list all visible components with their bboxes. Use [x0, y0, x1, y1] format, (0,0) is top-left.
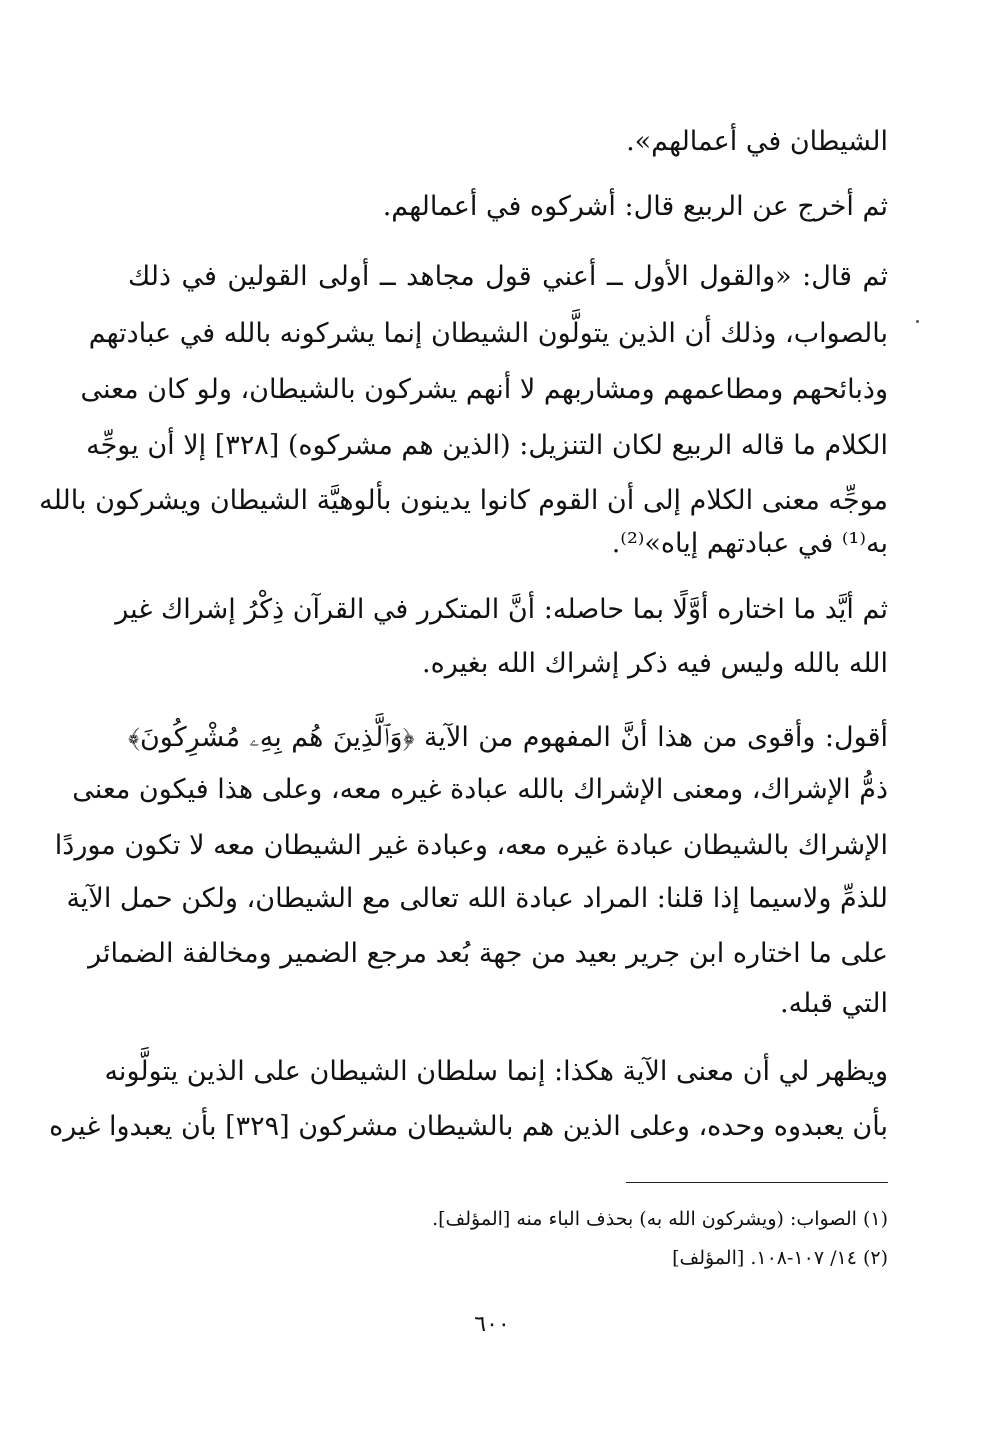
- text-line: ثم أيَّد ما اختاره أوَّلًا بما حاصله: أنَّ المتكرر في القرآن ذِكْرُ إشراك غير: [115, 594, 888, 625]
- text-line: بالصواب، وذلك أن الذين يتولَّون الشيطان إنما يشركونه بالله في عبادتهم: [88, 318, 888, 349]
- footnote-1: (١) الصواب: (ويشركون الله به) بحذف الباء منه [المؤلف].: [432, 1208, 888, 1230]
- text-line: وذبائحهم ومطاعمهم ومشاربهم لا أنهم يشركون بالشيطان، ولو كان معنى: [80, 374, 888, 405]
- text-line: الشيطان في أعمالهم».: [626, 126, 888, 157]
- text-line: أقول: وأقوى من هذا أنَّ المفهوم من الآية ﴿وَٱلَّذِينَ هُم بِهِۦ مُشْرِكُونَ﴾: [128, 722, 888, 753]
- text-line: الله بالله وليس فيه ذكر إشراك الله بغيره.: [422, 648, 888, 679]
- scan-speck: [916, 320, 919, 323]
- footnote-separator: [626, 1182, 888, 1183]
- text-line: ويظهر لي أن معنى الآية هكذا: إنما سلطان الشيطان على الذين يتولَّونه: [104, 1056, 888, 1087]
- text-line: على ما اختاره ابن جرير بعيد من جهة بُعد مرجع الضمير ومخالفة الضمائر: [88, 938, 888, 969]
- text-line: ثم أخرج عن الربيع قال: أشركوه في أعمالهم.: [382, 191, 888, 222]
- page-number: ٦٠٠: [474, 1312, 510, 1337]
- text-line: ثم قال: «والقول الأول ــ أعني قول مجاهد ــ أولى القولين في ذلك: [128, 261, 888, 292]
- text-line: التي قبله.: [779, 988, 888, 1019]
- text-line: الإشراك بالشيطان عبادة غيره معه، وعبادة غير الشيطان معه لا تكون موردًا: [54, 830, 888, 861]
- text-line: موجِّه معنى الكلام إلى أن القوم كانوا يدينون بألوهيَّة الشيطان ويشركون بالله: [39, 485, 888, 516]
- text-line: بأن يعبدوه وحده، وعلى الذين هم بالشيطان مشركون [٣٢٩] بأن يعبدوا غيره: [49, 1111, 888, 1142]
- text-line: ذمُّ الإشراك، ومعنى الإشراك بالله عبادة غيره معه، وعلى هذا فيكون معنى: [72, 774, 888, 805]
- footnote-2: (٢) ١٤/ ١٠٧-١٠٨. [المؤلف]: [672, 1247, 888, 1269]
- text-line: الكلام ما قاله الربيع لكان التنزيل: (الذين هم مشركوه) [٣٢٨] إلا أن يوجِّه: [86, 430, 888, 461]
- text-line: به⁽¹⁾ في عبادتهم إياه»⁽²⁾.: [611, 528, 888, 559]
- text-line: للذمِّ ولاسيما إذا قلنا: المراد عبادة الله تعالى مع الشيطان، ولكن حمل الآية: [66, 883, 888, 914]
